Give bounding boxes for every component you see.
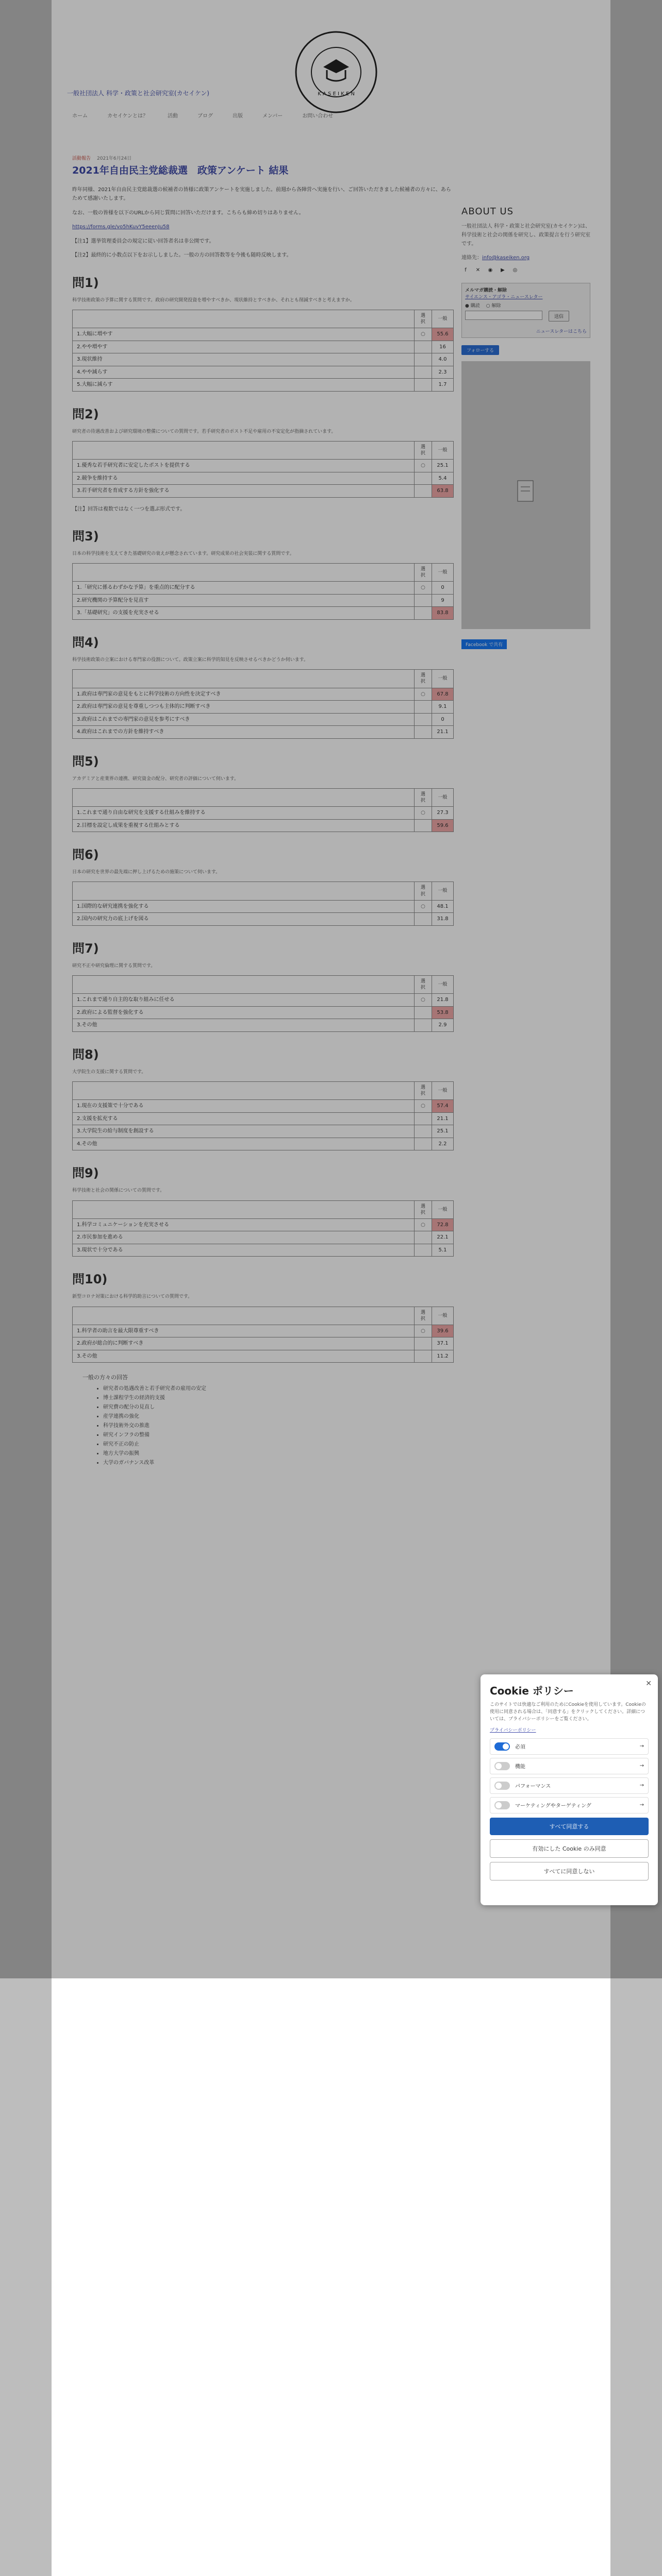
general-percent: 31.8 (432, 913, 454, 926)
general-responses (72, 1373, 454, 1468)
unsubscribe-radio[interactable]: ○ 解除 (486, 303, 501, 309)
answer-option: 1.政府は専門家の意見をもとに科学技術の方向性を決定すべき (73, 688, 415, 701)
selected-marker (415, 713, 432, 726)
answer-table (72, 310, 454, 392)
header-cell: 選択 (415, 1307, 432, 1325)
question-title: 問4) (72, 635, 99, 650)
cookie-dialog (481, 1674, 658, 1905)
svg-text:K A S E I K E N: K A S E I K E N (318, 91, 355, 97)
general-list (103, 1384, 454, 1468)
selected-marker (415, 1006, 432, 1019)
chevron-right-icon: → (639, 1783, 644, 1789)
table-header-row (73, 564, 454, 582)
list-item: • 研究インフラの整備 (103, 1431, 454, 1440)
chevron-right-icon: → (639, 1763, 644, 1769)
newsletter-submit[interactable]: 送信 (549, 311, 569, 321)
table-header-row (73, 1082, 454, 1100)
post-content (72, 155, 454, 1475)
table-row (73, 1337, 454, 1350)
answer-option: 1.現在の支援策で十分である (73, 1100, 415, 1113)
post-category[interactable]: 活動報告 (72, 156, 91, 161)
answer-option: 4.政府はこれまでの方針を維持すべき (73, 726, 415, 739)
general-percent: 9.1 (432, 701, 454, 714)
general-percent: 2.2 (432, 1138, 454, 1150)
question-title: 問5) (72, 754, 99, 769)
answer-option: 1.これまで通り自由な研究を支援する仕組みを維持する (73, 807, 415, 820)
selected-marker: ○ (415, 1100, 432, 1113)
selected-marker (415, 819, 432, 832)
header-cell: 選択 (415, 1082, 432, 1100)
answer-option: 2.政府が総合的に判断すべき (73, 1337, 415, 1350)
selected-marker: ○ (415, 900, 432, 913)
general-percent: 55.6 (432, 328, 454, 341)
selected-marker: ○ (415, 582, 432, 595)
general-percent: 4.0 (432, 353, 454, 366)
list-item: • 科学技術外交の推進 (103, 1421, 454, 1431)
general-percent: 21.1 (432, 726, 454, 739)
post-title: 2021年自由民主党総裁選 政策アンケート 結果 (72, 165, 289, 176)
follow-button[interactable]: フォローする (461, 345, 499, 355)
general-percent: 16 (432, 341, 454, 353)
facebook-share-button[interactable]: Facebook で共有 (461, 639, 507, 649)
answer-table (72, 441, 454, 498)
selected-marker: ○ (415, 328, 432, 341)
nav-item[interactable]: 活動 (168, 113, 178, 119)
answer-option: 2.研究機関の予算配分を見直す (73, 594, 415, 607)
general-percent: 21.1 (432, 1112, 454, 1125)
header-cell (73, 670, 415, 688)
general-percent: 11.2 (432, 1350, 454, 1363)
close-icon[interactable]: ✕ (646, 1680, 652, 1688)
table-row (73, 1112, 454, 1125)
answer-option: 3.その他 (73, 1019, 415, 1032)
general-percent: 25.1 (432, 460, 454, 472)
about-title: ABOUT US (461, 206, 514, 217)
general-percent: 48.1 (432, 900, 454, 913)
selected-marker (415, 353, 432, 366)
nav-item[interactable]: ホーム (72, 113, 88, 119)
sidebar (461, 206, 590, 649)
selected-marker (415, 1337, 432, 1350)
answer-option: 2.市民参加を進める (73, 1231, 415, 1244)
selected-marker (415, 485, 432, 498)
selected-marker: ○ (415, 994, 432, 1007)
general-percent: 53.8 (432, 1006, 454, 1019)
youtube-icon[interactable]: ▶ (501, 267, 505, 273)
intro-paragraph-1: 昨年同様、2021年自由民主党総裁選の候補者の皆様に政策アンケートを実施しました。前週から各陣営へ実施を行い、ご回答いただきました候補者の方々に、あらためて感謝いたします。 (72, 187, 451, 202)
answer-option: 3.政府はこれまでの専門家の意見を参考にすべき (73, 713, 415, 726)
table-header-row (73, 1307, 454, 1325)
answer-option: 2.やや増やす (73, 341, 415, 353)
answer-option: 2.政府は専門家の意見を尊重しつつも主体的に判断すべき (73, 701, 415, 714)
table-header-row (73, 882, 454, 900)
question-title: 問3) (72, 529, 99, 544)
site-title[interactable]: 一般社団法人 科学・政策と社会研究室(カセイケン) (67, 90, 209, 97)
email-label: 連絡先： (461, 255, 482, 261)
table-header-row (73, 1200, 454, 1218)
note-2: 【注2】最終的に小数点以下をお示ししました。一般の方の回答数等を今後も随時反映します。 (72, 252, 292, 259)
answer-option: 1.大幅に増やす (73, 328, 415, 341)
selected-marker (415, 1019, 432, 1032)
header-cell (73, 882, 415, 900)
answer-table (72, 669, 454, 738)
answer-option: 2.国内の研究力の底上げを図る (73, 913, 415, 926)
instagram-icon[interactable]: ◎ (512, 267, 518, 273)
list-item: • 研究費の配分の見直し (103, 1403, 454, 1412)
header-cell: 一般 (432, 975, 454, 993)
table-row (73, 994, 454, 1007)
answer-table (72, 1200, 454, 1257)
answer-option: 3.現状で十分である (73, 1244, 415, 1257)
general-percent: 63.8 (432, 485, 454, 498)
question-title: 問7) (72, 941, 99, 956)
answer-option: 2.政府による監督を強化する (73, 1006, 415, 1019)
email-input[interactable] (465, 311, 542, 320)
accept-selected-button[interactable]: 有効にした Cookie のみ同意 (490, 1839, 649, 1858)
cookie-row-required[interactable]: 必須 → (490, 1738, 649, 1755)
chevron-right-icon: → (639, 1802, 644, 1808)
table-row (73, 485, 454, 498)
accept-all-button[interactable]: すべて同意する (490, 1818, 649, 1835)
table-row (73, 713, 454, 726)
nav-item[interactable]: メンバー (262, 113, 283, 119)
general-percent: 9 (432, 594, 454, 607)
selected-marker (415, 366, 432, 379)
general-heading: 一般の方々の回答 (82, 1374, 128, 1381)
question-description: 科学技術政策の立案における専門家の役割について。政策立案に科学的知見を反映させるべきかどうか伺います。 (72, 657, 308, 663)
facebook-icon[interactable]: f (465, 267, 467, 273)
table-row (73, 379, 454, 392)
header-cell: 選択 (415, 975, 432, 993)
table-row (73, 341, 454, 353)
post-date: 2021年6月24日 (97, 156, 132, 161)
table-row (73, 819, 454, 832)
table-row (73, 701, 454, 714)
table-header-row (73, 442, 454, 460)
about-text: 一般社団法人 科学・政策と社会研究室(カセイケン)は、科学技術と社会の関係を研究し、政策提言を行う研究室です。 (461, 224, 590, 247)
answer-option: 1.科学コミュニケーションを充実させる (73, 1218, 415, 1231)
question-title: 問2) (72, 406, 99, 421)
question-description: 日本の科学技術を支えてきた基礎研究の衰えが懸念されています。研究成果の社会実装に関する質問です。 (72, 551, 294, 556)
nav-item[interactable]: カセイケンとは？ (107, 113, 148, 119)
header-cell: 選択 (415, 564, 432, 582)
header-cell: 一般 (432, 788, 454, 806)
selected-marker (415, 1350, 432, 1363)
header-cell: 選択 (415, 788, 432, 806)
question-title: 問10) (72, 1272, 108, 1287)
answer-option: 2.支援を拡充する (73, 1112, 415, 1125)
selected-marker: ○ (415, 688, 432, 701)
general-percent: 5.4 (432, 472, 454, 485)
header-cell: 一般 (432, 564, 454, 582)
header-cell: 選択 (415, 1200, 432, 1218)
selected-marker: ○ (415, 807, 432, 820)
table-row (73, 1138, 454, 1150)
note-1: 【注1】選挙管理委員会の規定に従い回答者名は非公開です。 (72, 238, 214, 244)
table-header-row (73, 975, 454, 993)
table-row (73, 366, 454, 379)
post-meta (72, 155, 454, 161)
selected-marker (415, 1231, 432, 1244)
header-cell (73, 442, 415, 460)
newsletter-subtitle[interactable]: サイエンス・アゴラ・ニュースレター (465, 295, 543, 300)
general-percent: 0 (432, 582, 454, 595)
answer-option: 5.大幅に減らす (73, 379, 415, 392)
toggle-switch[interactable] (494, 1782, 510, 1790)
site-logo[interactable] (295, 31, 377, 113)
nav-item[interactable]: ブログ (197, 113, 213, 119)
answer-table (72, 563, 454, 620)
table-row (73, 913, 454, 926)
toggle-switch[interactable] (494, 1762, 510, 1770)
header-cell: 一般 (432, 1200, 454, 1218)
table-row (73, 328, 454, 341)
selected-marker (415, 341, 432, 353)
selected-marker (415, 1125, 432, 1138)
table-row (73, 472, 454, 485)
subscribe-radio[interactable]: ● 購読 (465, 303, 480, 309)
question-title: 問6) (72, 848, 99, 862)
header-cell: 選択 (415, 442, 432, 460)
selected-marker (415, 607, 432, 620)
answer-option: 1.これまで通り自主的な取り組みに任せる (73, 994, 415, 1007)
general-percent: 2.9 (432, 1019, 454, 1032)
general-percent: 57.4 (432, 1100, 454, 1113)
questions-section (72, 273, 454, 1363)
question-description: 新型コロナ対策における科学的助言についての質問です。 (72, 1294, 193, 1300)
site-header (52, 0, 610, 139)
answer-table (72, 882, 454, 925)
toggle-switch[interactable] (494, 1801, 510, 1809)
table-row (73, 1125, 454, 1138)
answer-option: 1.科学者の助言を最大限尊重すべき (73, 1325, 415, 1337)
answer-option: 4.やや減らす (73, 366, 415, 379)
selected-marker (415, 1112, 432, 1125)
header-cell: 選択 (415, 670, 432, 688)
question-title: 問1) (72, 275, 99, 290)
nav-item[interactable]: お問い合わせ (302, 113, 334, 119)
header-cell (73, 1200, 415, 1218)
general-percent: 0 (432, 713, 454, 726)
answer-option: 4.その他 (73, 1138, 415, 1150)
table-row (73, 807, 454, 820)
selected-marker: ○ (415, 1218, 432, 1231)
question-description: 科学技術政策の予算に関する質問です。政府の研究開発投資を増やすべきか、現状維持とすべきか、それとも削減すべきと考えますか。 (72, 297, 355, 303)
header-cell (73, 1307, 415, 1325)
cookie-text: このサイトでは快適なご利用のためにCookieを使用しています。Cookieの使用に同意される場合は、「同意する」をクリックしてください。詳細については、プライバシーポリシーをご覧ください。 (490, 1702, 646, 1722)
general-percent: 37.1 (432, 1337, 454, 1350)
table-row (73, 1218, 454, 1231)
header-cell (73, 975, 415, 993)
toggle-switch[interactable] (494, 1742, 510, 1751)
newsletter-title: メルマガ購読・解除 (465, 288, 507, 293)
table-header-row (73, 788, 454, 806)
header-cell (73, 310, 415, 328)
answer-table (72, 1081, 454, 1150)
intro-paragraph-2: なお、一般の皆様を以下のURLから同じ質問に回答いただけます。こちらも締め切りはありません。 (72, 210, 304, 216)
social-icons (461, 267, 590, 276)
table-row (73, 607, 454, 620)
privacy-policy-link[interactable]: プライバシーポリシー (490, 1727, 536, 1733)
answer-option: 3.「基礎研究」の支援を充実させる (73, 607, 415, 620)
answer-option: 3.大学院生の給与制度を創設する (73, 1125, 415, 1138)
question-description: 日本の研究を世界の最先端に押し上げるための施策について伺います。 (72, 870, 221, 875)
selected-marker (415, 379, 432, 392)
selected-marker: ○ (415, 460, 432, 472)
header-cell: 一般 (432, 882, 454, 900)
selected-marker (415, 1244, 432, 1257)
general-percent: 1.7 (432, 379, 454, 392)
table-row (73, 688, 454, 701)
answer-option: 2.目標を設定し成果を重視する仕組みとする (73, 819, 415, 832)
list-item: • 産学連携の強化 (103, 1412, 454, 1421)
selected-marker (415, 701, 432, 714)
table-row (73, 353, 454, 366)
list-item: • 大学のガバナンス改革 (103, 1459, 454, 1468)
main-nav (72, 111, 333, 119)
question-description: 科学技術と社会の関係についての質問です。 (72, 1188, 165, 1194)
header-cell (73, 788, 415, 806)
answer-option: 2.競争を維持する (73, 472, 415, 485)
cookie-row-performance[interactable]: パフォーマンス → (490, 1777, 649, 1794)
answer-option: 3.若手研究者を育成する方針を強化する (73, 485, 415, 498)
selected-marker: ○ (415, 1325, 432, 1337)
answer-option: 1.優秀な若手研究者に安定したポストを提供する (73, 460, 415, 472)
answer-option: 1.国際的な研究連携を強化する (73, 900, 415, 913)
answer-option: 3.その他 (73, 1350, 415, 1363)
selected-marker (415, 726, 432, 739)
question-title: 問8) (72, 1047, 99, 1062)
table-row (73, 594, 454, 607)
selected-marker (415, 1138, 432, 1150)
rss-icon[interactable]: ◉ (488, 267, 493, 273)
cookie-row-functional[interactable]: 機能 → (490, 1758, 649, 1774)
table-row (73, 1350, 454, 1363)
question-description: 研究不正や研究倫理に関する質問です。 (72, 963, 156, 969)
table-header-row (73, 670, 454, 688)
table-row (73, 1244, 454, 1257)
general-percent: 39.6 (432, 1325, 454, 1337)
general-percent: 67.8 (432, 688, 454, 701)
answer-table (72, 975, 454, 1032)
header-cell: 一般 (432, 670, 454, 688)
general-percent: 25.1 (432, 1125, 454, 1138)
newsletter-small-link[interactable]: ニュースレターはこちら (536, 329, 587, 334)
answer-table (72, 788, 454, 832)
table-row (73, 1100, 454, 1113)
table-row (73, 1325, 454, 1337)
list-item: • 地方大学の振興 (103, 1449, 454, 1459)
table-row (73, 1006, 454, 1019)
table-row (73, 1231, 454, 1244)
answer-option: 3.現状維持 (73, 353, 415, 366)
question-title: 問9) (72, 1166, 99, 1181)
general-percent: 59.6 (432, 819, 454, 832)
header-cell: 一般 (432, 1307, 454, 1325)
nav-item[interactable]: 出版 (233, 113, 243, 119)
selected-marker (415, 472, 432, 485)
document-icon (516, 480, 536, 505)
table-header-row (73, 310, 454, 328)
twitter-icon[interactable]: ✕ (475, 267, 481, 273)
general-percent: 27.3 (432, 807, 454, 820)
survey-form-link[interactable]: https://forms.gle/vo5hKuvY5eeenJu58 (72, 224, 170, 230)
question-description: 研究者の待遇改善および研究環境の整備についての質問です。若手研究者のポスト不足や雇用の不安定化が指摘されています。 (72, 429, 336, 434)
list-item: • 研究不正の防止 (103, 1440, 454, 1449)
table-row (73, 582, 454, 595)
general-percent: 22.1 (432, 1231, 454, 1244)
question-description: 大学院生の支援に関する質問です。 (72, 1069, 146, 1075)
header-cell: 選択 (415, 310, 432, 328)
table-row (73, 900, 454, 913)
sidebar-banner[interactable] (461, 361, 590, 629)
question-description: アカデミアと産業界の連携、研究資金の配分、研究者の評価について伺います。 (72, 776, 239, 782)
header-cell: 選択 (415, 882, 432, 900)
email-link[interactable]: info@kaseiken.org (482, 255, 530, 261)
selected-marker (415, 913, 432, 926)
table-row (73, 726, 454, 739)
general-percent: 72.8 (432, 1218, 454, 1231)
chevron-right-icon: → (639, 1743, 644, 1750)
header-cell: 一般 (432, 310, 454, 328)
reject-all-button[interactable]: すべてに同意しない (490, 1862, 649, 1880)
header-cell: 一般 (432, 1082, 454, 1100)
list-item: • 研究者の処遇改善と若手研究者の雇用の安定 (103, 1384, 454, 1394)
general-percent: 21.8 (432, 994, 454, 1007)
table-row (73, 1019, 454, 1032)
cookie-title: Cookie ポリシー (490, 1685, 574, 1697)
header-cell (73, 564, 415, 582)
cookie-row-marketing[interactable]: マーケティングやターゲティング → (490, 1797, 649, 1814)
answer-option: 1.「研究に係るわずかな予算」を重点的に配分する (73, 582, 415, 595)
general-percent: 2.3 (432, 366, 454, 379)
question-note: 【注】回答は複数ではなく一つを選ぶ形式です。 (72, 506, 186, 512)
newsletter-box (461, 283, 590, 338)
header-cell: 一般 (432, 442, 454, 460)
general-percent: 5.1 (432, 1244, 454, 1257)
table-row (73, 460, 454, 472)
list-item: • 博士課程学生の経済的支援 (103, 1394, 454, 1403)
answer-table (72, 1307, 454, 1363)
header-cell (73, 1082, 415, 1100)
general-percent: 83.8 (432, 607, 454, 620)
selected-marker (415, 594, 432, 607)
